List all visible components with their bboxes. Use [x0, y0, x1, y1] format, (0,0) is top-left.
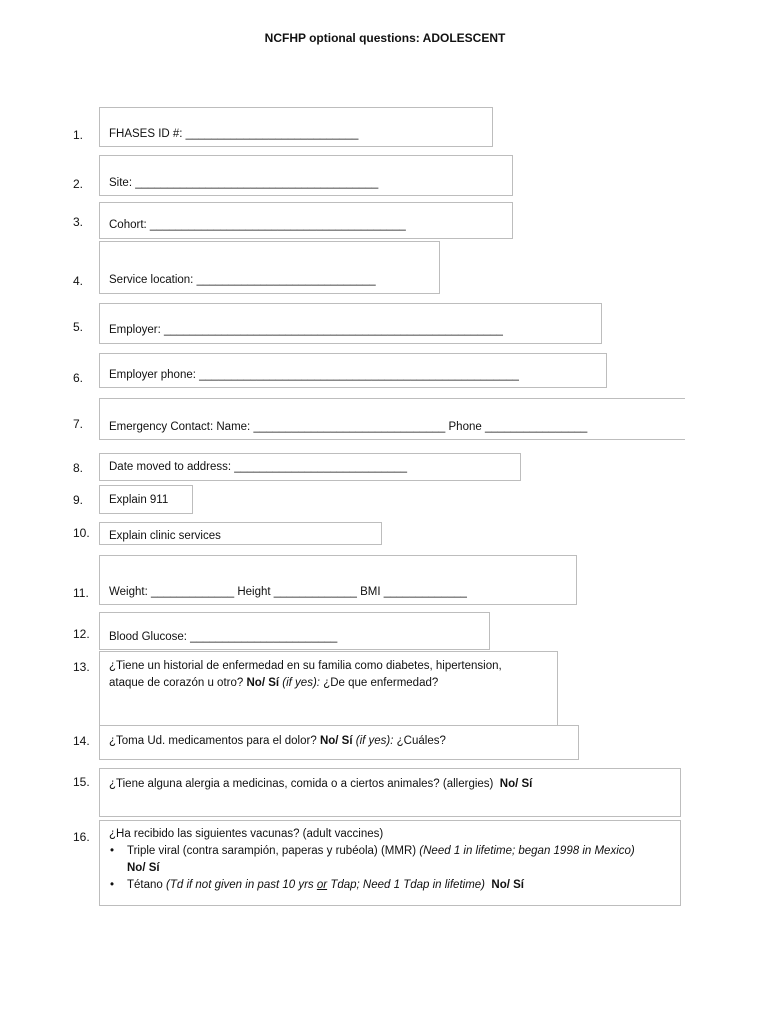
date-moved-field[interactable] — [99, 453, 521, 481]
fhases-id-label: FHASES ID #: ___________________________ — [109, 128, 359, 140]
pain-medication-field[interactable] — [99, 725, 579, 760]
yes-no-option: No/ Sí — [499, 778, 533, 790]
site-field[interactable] — [99, 155, 513, 196]
mmr-note: (Need 1 in lifetime; began 1998 in Mexico) — [419, 845, 635, 857]
item-number: 16. — [73, 830, 90, 844]
if-yes-note: (if yes): — [355, 735, 394, 747]
vaccines-question — [109, 826, 659, 894]
employer-label: Employer: _____________________________________________________ — [109, 324, 503, 336]
item-number: 9. — [73, 493, 84, 507]
followup-question: ¿Cuáles? — [396, 735, 446, 747]
yes-no-option: No/ Sí — [127, 862, 160, 874]
cohort-label: Cohort: ________________________________________ — [109, 219, 406, 231]
explain-clinic-services-field[interactable] — [99, 522, 382, 545]
pain-medication-question — [109, 733, 446, 750]
yes-no-option: No/ Sí — [319, 735, 353, 747]
employer-field[interactable] — [99, 303, 602, 344]
yes-no-option: No/ Sí — [491, 879, 524, 891]
site-label: Site: ______________________________________ — [109, 177, 379, 189]
blood-glucose-field[interactable] — [99, 612, 490, 650]
item-number: 4. — [73, 274, 84, 288]
item-number: 1. — [73, 128, 84, 142]
family-history-line1: ¿Tiene un historial de enfermedad en su familia como diabetes, hipertension, — [109, 660, 502, 672]
item-number: 7. — [73, 417, 84, 431]
explain-clinic-services-label: Explain clinic services — [109, 530, 221, 542]
pain-medication-text: ¿Toma Ud. medicamentos para el dolor? — [109, 735, 317, 747]
page-title: NCFHP optional questions: ADOLESCENT — [264, 31, 506, 45]
vaccine-item-tetanus — [109, 877, 659, 894]
allergies-field[interactable] — [99, 768, 681, 817]
allergies-question — [109, 776, 532, 793]
item-number: 15. — [73, 775, 90, 789]
cohort-field[interactable] — [99, 202, 513, 239]
item-number: 3. — [73, 215, 84, 229]
fhases-id-field[interactable] — [99, 107, 493, 147]
employer-phone-label: Employer phone: __________________________________________________ — [109, 369, 519, 381]
tetanus-note: (Td if not given in past 10 yrs — [166, 879, 314, 891]
tetanus-text: Tétano — [127, 879, 163, 891]
weight-height-bmi-field[interactable] — [99, 555, 577, 605]
service-location-field[interactable] — [99, 241, 440, 294]
vaccines-field[interactable] — [99, 820, 681, 906]
item-number: 5. — [73, 320, 84, 334]
employer-phone-field[interactable] — [99, 353, 607, 388]
item-number: 12. — [73, 627, 90, 641]
if-yes-note: (if yes): — [282, 677, 320, 689]
tetanus-or: or — [316, 879, 328, 891]
vaccine-item-mmr — [109, 843, 659, 877]
item-number: 13. — [73, 660, 90, 674]
allergies-text: ¿Tiene alguna alergia a medicinas, comida o a ciertos animales? (allergies) — [109, 778, 494, 790]
family-history-line2 — [109, 675, 502, 692]
explain-911-label: Explain 911 — [109, 494, 169, 506]
item-number: 10. — [73, 526, 90, 540]
yes-no-option: No/ Sí — [246, 677, 280, 689]
vaccine-list — [109, 843, 659, 894]
item-number: 2. — [73, 177, 84, 191]
blood-glucose-label: Blood Glucose: _______________________ — [109, 631, 338, 643]
emergency-contact-field[interactable] — [99, 398, 685, 440]
tdap-note: Tdap; Need 1 Tdap in lifetime) — [330, 879, 486, 891]
item-number: 11. — [73, 586, 89, 600]
service-location-label: Service location: ____________________________ — [109, 274, 376, 286]
mmr-text: Triple viral (contra sarampión, paperas y rubéola) (MMR) — [127, 845, 417, 857]
weight-height-bmi-label: Weight: _____________ Height _____________ BMI _____________ — [109, 586, 467, 598]
item-number: 14. — [73, 734, 90, 748]
explain-911-field[interactable] — [99, 485, 193, 514]
item-number: 6. — [73, 371, 84, 385]
family-history-text: ataque de corazón u otro? — [109, 677, 244, 689]
family-history-field[interactable] — [99, 651, 558, 726]
emergency-contact-label: Emergency Contact: Name: ______________________________ Phone ________________ — [109, 421, 588, 433]
date-moved-label: Date moved to address: ___________________________ — [109, 461, 407, 473]
followup-question: ¿De que enfermedad? — [323, 677, 439, 689]
item-number: 8. — [73, 461, 84, 475]
family-history-question — [109, 658, 502, 692]
vaccines-intro: ¿Ha recibido las siguientes vacunas? (adult vaccines) — [109, 828, 384, 840]
